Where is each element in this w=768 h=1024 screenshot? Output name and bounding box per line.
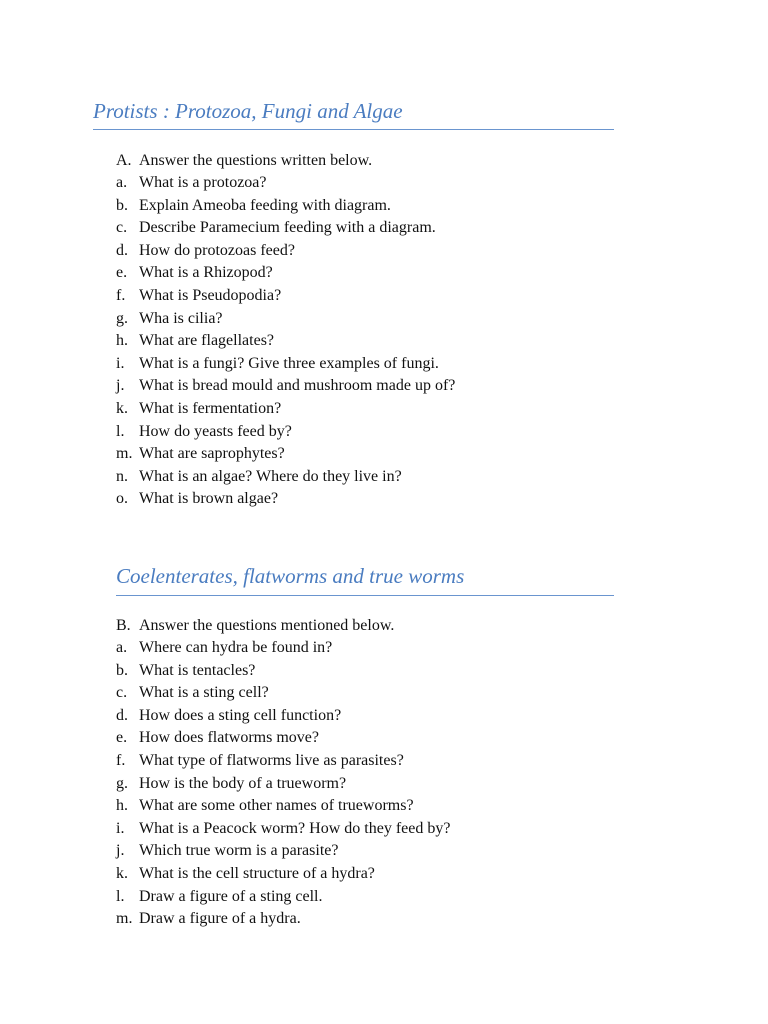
item-label: g.	[116, 774, 128, 792]
item-label: b.	[116, 196, 128, 214]
item-text: Draw a figure of a sting cell.	[139, 887, 323, 905]
item-text: Which true worm is a parasite?	[139, 842, 339, 860]
item-label: h.	[116, 332, 128, 350]
item-label: g.	[116, 309, 128, 327]
item-label: o.	[116, 490, 128, 508]
item-label: d.	[116, 241, 128, 259]
item-label: h.	[116, 797, 128, 815]
heading-underline	[116, 595, 614, 596]
section-heading: Protists : Protozoa, Fungi and Algae	[93, 99, 403, 123]
item-label: c.	[116, 219, 128, 237]
item-label: i.	[116, 819, 125, 837]
item-text: What is a sting cell?	[139, 684, 269, 702]
item-label: b.	[116, 661, 128, 679]
item-text: Describe Paramecium feeding with a diagram.	[139, 219, 436, 237]
item-text: What is the cell structure of a hydra?	[139, 865, 375, 883]
item-text: What is an algae? Where do they live in?	[139, 467, 402, 485]
item-text: How do yeasts feed by?	[139, 422, 292, 440]
item-text: What is a Peacock worm? How do they feed by?	[139, 819, 451, 837]
item-label: k.	[116, 400, 128, 418]
item-label: e.	[116, 729, 128, 747]
item-text: What is a Rhizopod?	[139, 264, 273, 282]
item-text: Explain Ameoba feeding with diagram.	[139, 196, 391, 214]
item-label: a.	[116, 174, 128, 192]
item-label: A.	[116, 151, 132, 169]
item-text: What is brown algae?	[139, 490, 279, 508]
item-label: i.	[116, 354, 125, 372]
item-text: What type of flatworms live as parasites?	[139, 752, 404, 770]
item-label: B.	[116, 616, 131, 634]
item-label: f.	[116, 752, 126, 770]
item-label: l.	[116, 422, 125, 440]
item-text: How does a sting cell function?	[139, 706, 342, 724]
item-label: k.	[116, 865, 128, 883]
section-heading: Coelenterates, flatworms and true worms	[116, 564, 465, 588]
item-label: j.	[116, 377, 125, 395]
item-text: What is fermentation?	[139, 400, 282, 418]
item-text: What is a fungi? Give three examples of fungi.	[139, 354, 439, 372]
item-text: How do protozoas feed?	[139, 241, 295, 259]
item-text: How is the body of a trueworm?	[139, 774, 347, 792]
item-text: What are flagellates?	[139, 332, 275, 350]
item-label: a.	[116, 639, 128, 657]
item-text: What is a protozoa?	[139, 174, 267, 192]
item-text: Draw a figure of a hydra.	[139, 910, 301, 928]
item-label: m.	[116, 445, 133, 463]
heading-underline	[93, 129, 614, 130]
item-text: What is Pseudopodia?	[139, 287, 282, 305]
item-text: Answer the questions mentioned below.	[139, 616, 395, 634]
item-label: f.	[116, 287, 126, 305]
item-label: m.	[116, 910, 133, 928]
item-label: d.	[116, 706, 128, 724]
item-text: Wha is cilia?	[139, 309, 223, 327]
item-label: c.	[116, 684, 128, 702]
item-text: What are saprophytes?	[139, 445, 285, 463]
item-label: n.	[116, 467, 128, 485]
item-label: l.	[116, 887, 125, 905]
item-text: What is tentacles?	[139, 661, 256, 679]
item-text: Answer the questions written below.	[139, 151, 373, 169]
item-text: What are some other names of trueworms?	[139, 797, 414, 815]
item-label: e.	[116, 264, 128, 282]
item-text: Where can hydra be found in?	[139, 639, 333, 657]
item-text: What is bread mould and mushroom made up of?	[139, 377, 456, 395]
item-label: j.	[116, 842, 125, 860]
item-text: How does flatworms move?	[139, 729, 319, 747]
